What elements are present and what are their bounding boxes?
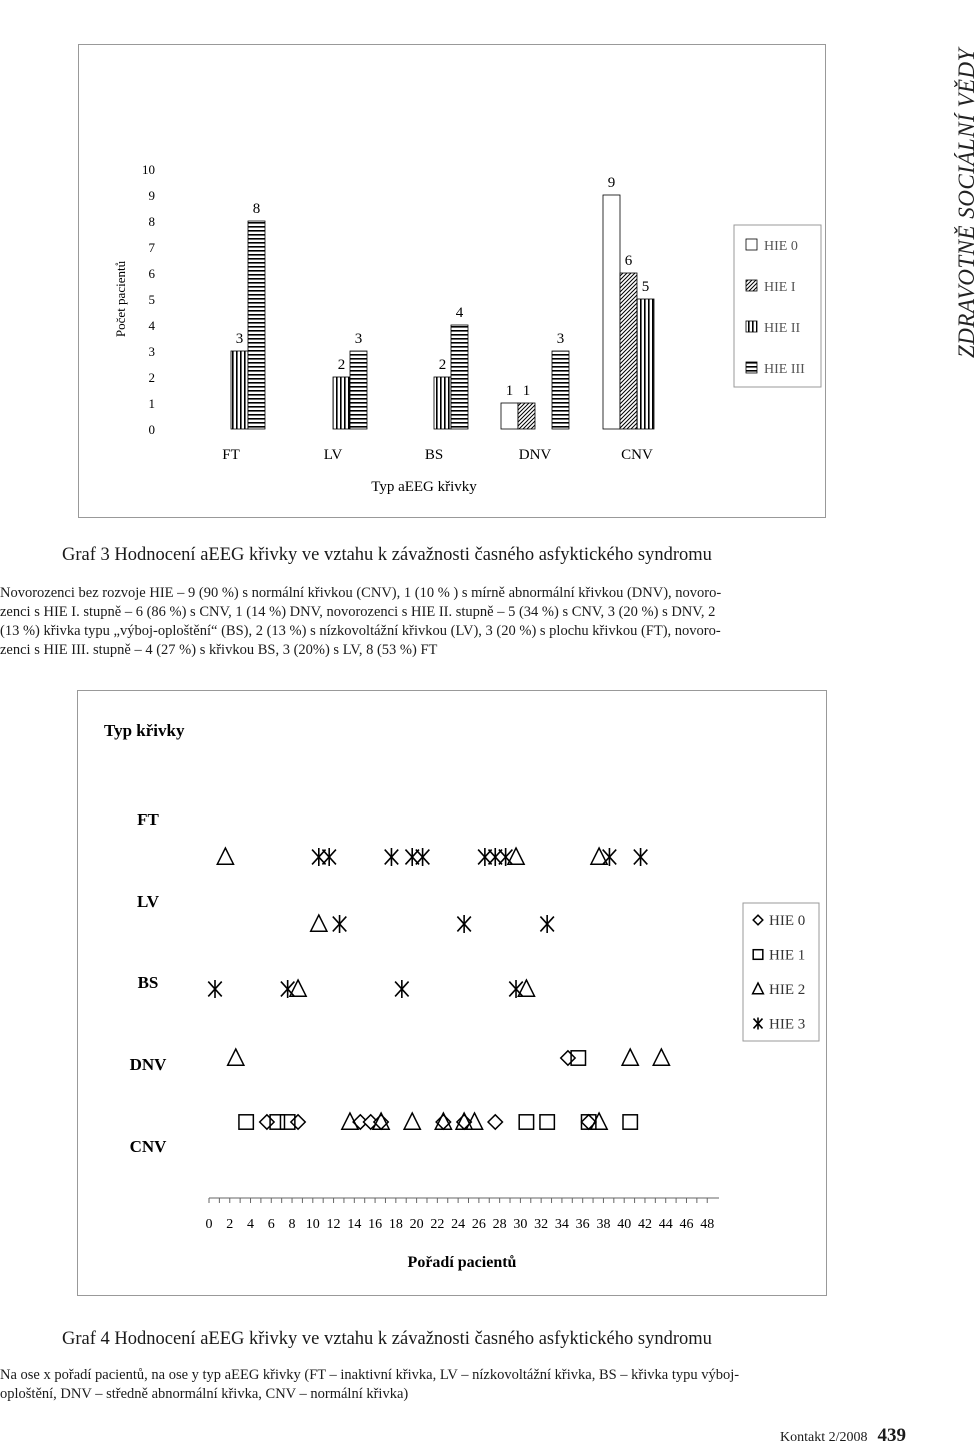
y-category-label: FT <box>137 810 159 829</box>
data-point <box>416 848 430 866</box>
data-point <box>404 1113 420 1129</box>
y-tick-label: 8 <box>148 214 155 229</box>
legend-label: HIE III <box>764 362 805 377</box>
journal-issue: Kontakt 2/2008 <box>780 1430 868 1445</box>
data-label: 3 <box>235 331 244 347</box>
x-tick-label: 10 <box>305 1217 320 1232</box>
x-tick-label: 34 <box>554 1217 569 1232</box>
bar <box>333 377 350 429</box>
series-hie-3 <box>208 848 647 998</box>
y-axis-label: Počet pacientů <box>113 260 128 338</box>
y-tick-label: 0 <box>148 422 155 437</box>
data-point <box>457 915 471 933</box>
data-point <box>622 1049 638 1065</box>
data-point <box>509 980 523 998</box>
data-point <box>499 848 513 866</box>
series-hie-0 <box>260 1051 596 1129</box>
legend-label: HIE II <box>764 321 801 336</box>
x-tick-label: DNV <box>518 447 552 463</box>
data-point <box>488 1115 502 1129</box>
data-point <box>311 915 327 931</box>
legend-label: HIE I <box>764 280 796 295</box>
square-marker <box>540 1115 554 1129</box>
data-point <box>260 1115 274 1129</box>
data-label: 8 <box>252 201 261 217</box>
x-tick-label: LV <box>323 447 343 463</box>
triangle-marker <box>311 915 327 931</box>
page-footer <box>780 1425 906 1447</box>
data-point <box>322 848 336 866</box>
data-point <box>623 1115 637 1129</box>
legend <box>734 225 821 387</box>
data-label: 1 <box>522 383 531 399</box>
data-point <box>653 1049 669 1065</box>
bar <box>501 403 518 429</box>
x-tick-label: 40 <box>617 1217 632 1232</box>
data-point <box>217 848 233 864</box>
bar <box>552 351 569 429</box>
data-point <box>385 848 399 866</box>
bar <box>637 299 654 429</box>
side-title-text: ZDRAVOTNĚ SOCIÁLNÍ VĚDY <box>954 48 979 358</box>
journal-section-title <box>930 8 979 358</box>
data-point <box>239 1115 253 1129</box>
x-tick-label: 2 <box>226 1217 234 1232</box>
triangle-marker <box>404 1113 420 1129</box>
y-tick-label: 4 <box>148 318 155 333</box>
diamond-marker <box>291 1115 305 1129</box>
bar <box>603 195 620 429</box>
data-point <box>395 980 409 998</box>
page-number: 439 <box>877 1425 906 1446</box>
data-point <box>281 980 295 998</box>
x-tick-label: 42 <box>637 1217 652 1232</box>
legend-label: HIE 2 <box>769 982 806 998</box>
data-label: 6 <box>624 253 633 269</box>
y-tick-label: 6 <box>148 266 155 281</box>
triangle-marker <box>653 1049 669 1065</box>
y-category-label: BS <box>137 973 159 992</box>
graph3-description-line: zenci s HIE I. stupně – 6 (86 %) s CNV, 1 (14 %) DNV, novorozenci s HIE II. stupně – 5 (34 %) s CNV, 3 (20 %) s DNV, 2 <box>0 604 716 620</box>
bar <box>451 325 468 429</box>
legend-label: HIE 1 <box>769 947 806 964</box>
x-tick-label: 24 <box>451 1217 466 1232</box>
x-axis-label: Typ aEEG křivky <box>371 479 477 495</box>
data-point <box>519 1115 533 1129</box>
data-label: 3 <box>556 331 565 347</box>
data-point <box>561 1051 575 1065</box>
graph4-frame <box>77 690 827 1296</box>
data-label: 4 <box>455 305 464 321</box>
data-point <box>291 1115 305 1129</box>
legend-label: HIE 0 <box>769 913 806 929</box>
y-tick-label: 10 <box>142 162 155 177</box>
y-tick-label: 5 <box>148 292 155 307</box>
x-tick-label: 46 <box>679 1217 694 1232</box>
diamond-marker <box>581 1115 595 1129</box>
data-point <box>333 915 347 933</box>
x-tick-label: 16 <box>368 1217 383 1232</box>
x-tick-label: 14 <box>347 1217 362 1232</box>
y-tick-label: 7 <box>148 240 155 255</box>
triangle-marker <box>217 848 233 864</box>
graph3-bar-chart <box>79 45 825 517</box>
diamond-marker <box>488 1115 502 1129</box>
legend-label: HIE 0 <box>764 239 798 254</box>
legend-swatch <box>746 280 757 291</box>
series-hie-2 <box>217 848 669 1129</box>
triangle-marker <box>228 1049 244 1065</box>
legend-swatch <box>746 362 757 373</box>
square-marker <box>519 1115 533 1129</box>
bar <box>518 403 535 429</box>
x-tick-label: 32 <box>534 1217 549 1232</box>
graph3-description-line: Novorozenci bez rozvoje HIE – 9 (90 %) s normální křivkou (CNV), 1 (10 % ) s mírně abnormální křivkou (DNV), novoro- <box>0 585 722 601</box>
bar <box>231 351 248 429</box>
x-tick-label: 18 <box>388 1217 403 1232</box>
diamond-marker <box>260 1115 274 1129</box>
bar <box>620 273 637 429</box>
x-tick-label: 4 <box>247 1217 255 1232</box>
graph4-description-line: oploštění, DNV – středně abnormální křivka, CNV – normální křivka) <box>0 1386 409 1402</box>
x-tick-label: 12 <box>326 1217 341 1232</box>
data-label: 5 <box>641 279 650 295</box>
x-tick-label: 8 <box>288 1217 296 1232</box>
x-tick-label: 0 <box>205 1217 213 1232</box>
bar <box>434 377 451 429</box>
chart-title: Typ křivky <box>104 721 185 740</box>
y-category-label: DNV <box>129 1055 167 1074</box>
graph4-scatter-chart <box>78 691 826 1295</box>
x-tick-label: FT <box>222 447 240 463</box>
y-tick-label: 3 <box>148 344 155 359</box>
x-tick-label: CNV <box>621 447 653 463</box>
x-tick-label: 20 <box>409 1217 424 1232</box>
graph4-description-line: Na ose x pořadí pacientů, na ose y typ aEEG křivky (FT – inaktivní křivka, LV – nízkovoltážní křivka, BS – křivka typu výboj- <box>0 1367 740 1383</box>
square-marker <box>239 1115 253 1129</box>
triangle-marker <box>622 1049 638 1065</box>
graph4-caption: Graf 4 Hodnocení aEEG křivky ve vztahu k závažnosti časného asfyktického syndromu <box>62 1329 712 1349</box>
legend-swatch <box>746 239 757 250</box>
data-label: 1 <box>505 383 514 399</box>
graph3-frame <box>78 44 826 518</box>
y-category-label: CNV <box>129 1137 167 1156</box>
y-tick-label: 2 <box>148 370 155 385</box>
x-tick-label: 26 <box>471 1217 486 1232</box>
data-point <box>581 1115 595 1129</box>
bar <box>350 351 367 429</box>
x-tick-label: 44 <box>658 1217 673 1232</box>
graph3-description-line: zenci s HIE III. stupně – 4 (27 %) s křivkou BS, 3 (20%) s LV, 8 (53 %) FT <box>0 642 438 658</box>
x-tick-label: 30 <box>513 1217 528 1232</box>
y-tick-label: 1 <box>148 396 155 411</box>
legend <box>743 903 819 1041</box>
data-point <box>228 1049 244 1065</box>
x-axis-label: Pořadí pacientů <box>407 1254 517 1271</box>
legend-swatch <box>746 321 757 332</box>
data-point <box>634 848 648 866</box>
data-point <box>603 848 617 866</box>
x-tick-label: BS <box>424 447 444 463</box>
graph3-description-line: (13 %) křivka typu „výboj-oploštění“ (BS), 2 (13 %) s nízkovoltážní křivkou (LV), 3 (20 %) s plochu křivkou (FT), novoro- <box>0 623 721 639</box>
graph4-description <box>0 1366 905 1404</box>
y-tick-label: 9 <box>148 188 155 203</box>
x-tick-label: 22 <box>430 1217 445 1232</box>
data-label: 9 <box>607 175 616 191</box>
x-tick-label: 38 <box>596 1217 611 1232</box>
graph3-description <box>0 584 905 660</box>
data-label: 2 <box>337 357 346 373</box>
data-point <box>540 915 554 933</box>
x-tick-label: 6 <box>267 1217 275 1232</box>
bar <box>248 221 265 429</box>
x-tick-label: 48 <box>700 1217 715 1232</box>
data-label: 3 <box>354 331 363 347</box>
x-tick-label: 36 <box>575 1217 590 1232</box>
data-point <box>208 980 222 998</box>
x-tick-label: 28 <box>492 1217 507 1232</box>
square-marker <box>623 1115 637 1129</box>
data-label: 2 <box>438 357 447 373</box>
graph3-caption: Graf 3 Hodnocení aEEG křivky ve vztahu k závažnosti časného asfyktického syndromu <box>62 545 712 565</box>
diamond-marker <box>561 1051 575 1065</box>
legend-label: HIE 3 <box>769 1016 806 1033</box>
y-category-label: LV <box>136 892 160 911</box>
data-point <box>540 1115 554 1129</box>
